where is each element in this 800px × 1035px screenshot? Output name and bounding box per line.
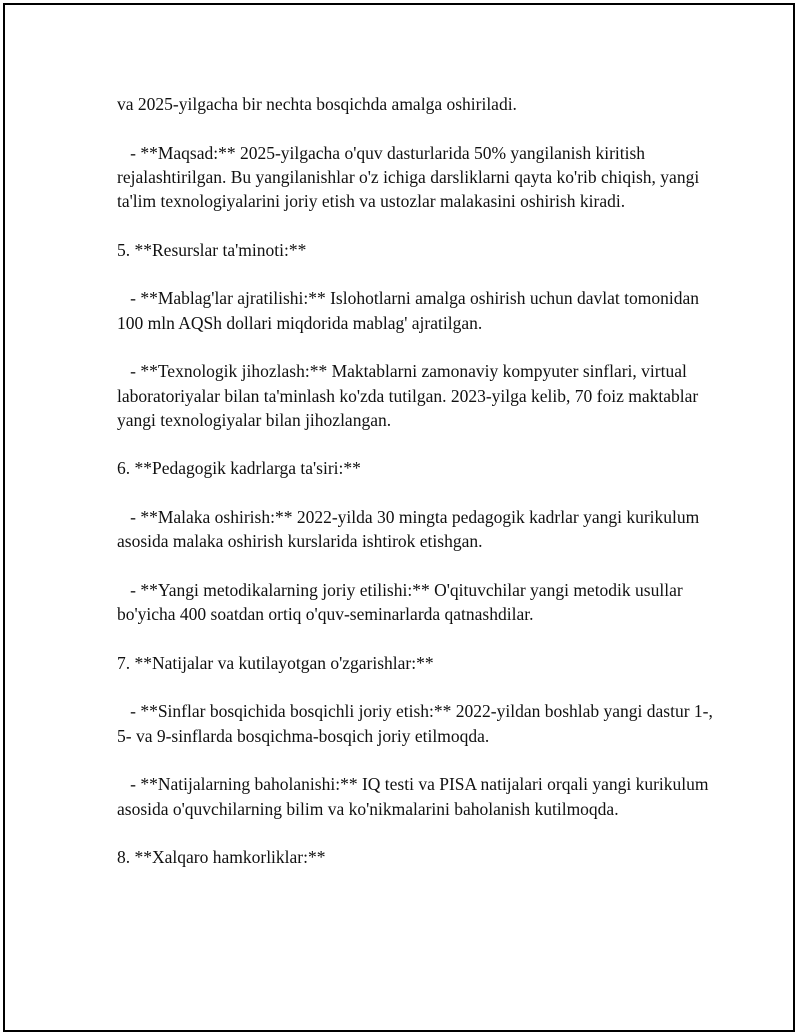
- bullet-maqsad: - **Maqsad:** 2025-yilgacha o'quv dasturlarida 50% yangilanish kiritish rejalashtirilgan. Bu yangilanishlar o'z ichiga darsliklarni qayta ko'rib chiqish, yangi ta'lim texnologiyalarini joriy etish va ustozlar malakasini oshirish kiradi.: [117, 142, 704, 212]
- bullet-texnologik-jihozlash: - **Texnologik jihozlash:** Maktablarni zamonaviy kompyuter sinflari, virtual laboratoriyalar bilan ta'minlash ko'zda tutilgan. 2023-yilga kelib, 70 foiz maktablar yangi texnologiyalar bilan jihozlangan.: [117, 361, 703, 430]
- bullet-malaka-oshirish: - **Malaka oshirish:** 2022-yilda 30 mingta pedagogik kadrlar yangi kurikulum asosida malaka oshirish kurslarida ishtirok etishgan.: [117, 507, 704, 552]
- bullet-sinflar-bosqichida: - **Sinflar bosqichida bosqichli joriy etish:** 2022-yildan boshlab yangi dastur 1-, 5- va 9-sinflarda bosqichma-bosqich joriy etilmoqda.: [117, 701, 718, 746]
- section-heading-5: 5. **Resurslar ta'minoti:**: [117, 239, 307, 260]
- bullet-natijalar-baholanishi: - **Natijalarning baholanishi:** IQ testi va PISA natijalari orqali yangi kurikulum asosida o'quvchilarning bilim va ko'nikmalarini baholanish kutilmoqda.: [117, 774, 713, 819]
- document-body: [117, 92, 717, 894]
- section-heading-7: 7. **Natijalar va kutilayotgan o'zgarishlar:**: [117, 652, 434, 673]
- bullet-mablaglar: - **Mablag'lar ajratilishi:** Islohotlarni amalga oshirish uchun davlat tomonidan 100 mln AQSh dollari miqdorida mablag' ajratilgan.: [117, 288, 704, 333]
- section-heading-8: 8. **Xalqaro hamkorliklar:**: [117, 847, 326, 868]
- bullet-yangi-metodikalar: - **Yangi metodikalarning joriy etilishi:** O'qituvchilar yangi metodik usullar bo'yicha 400 soatdan ortiq o'quv-seminarlarda qatnashdilar.: [117, 579, 688, 625]
- paragraph-continuation: va 2025-yilgacha bir nechta bosqichda amalga oshiriladi.: [117, 94, 517, 114]
- section-heading-6: 6. **Pedagogik kadrlarga ta'siri:**: [117, 458, 361, 479]
